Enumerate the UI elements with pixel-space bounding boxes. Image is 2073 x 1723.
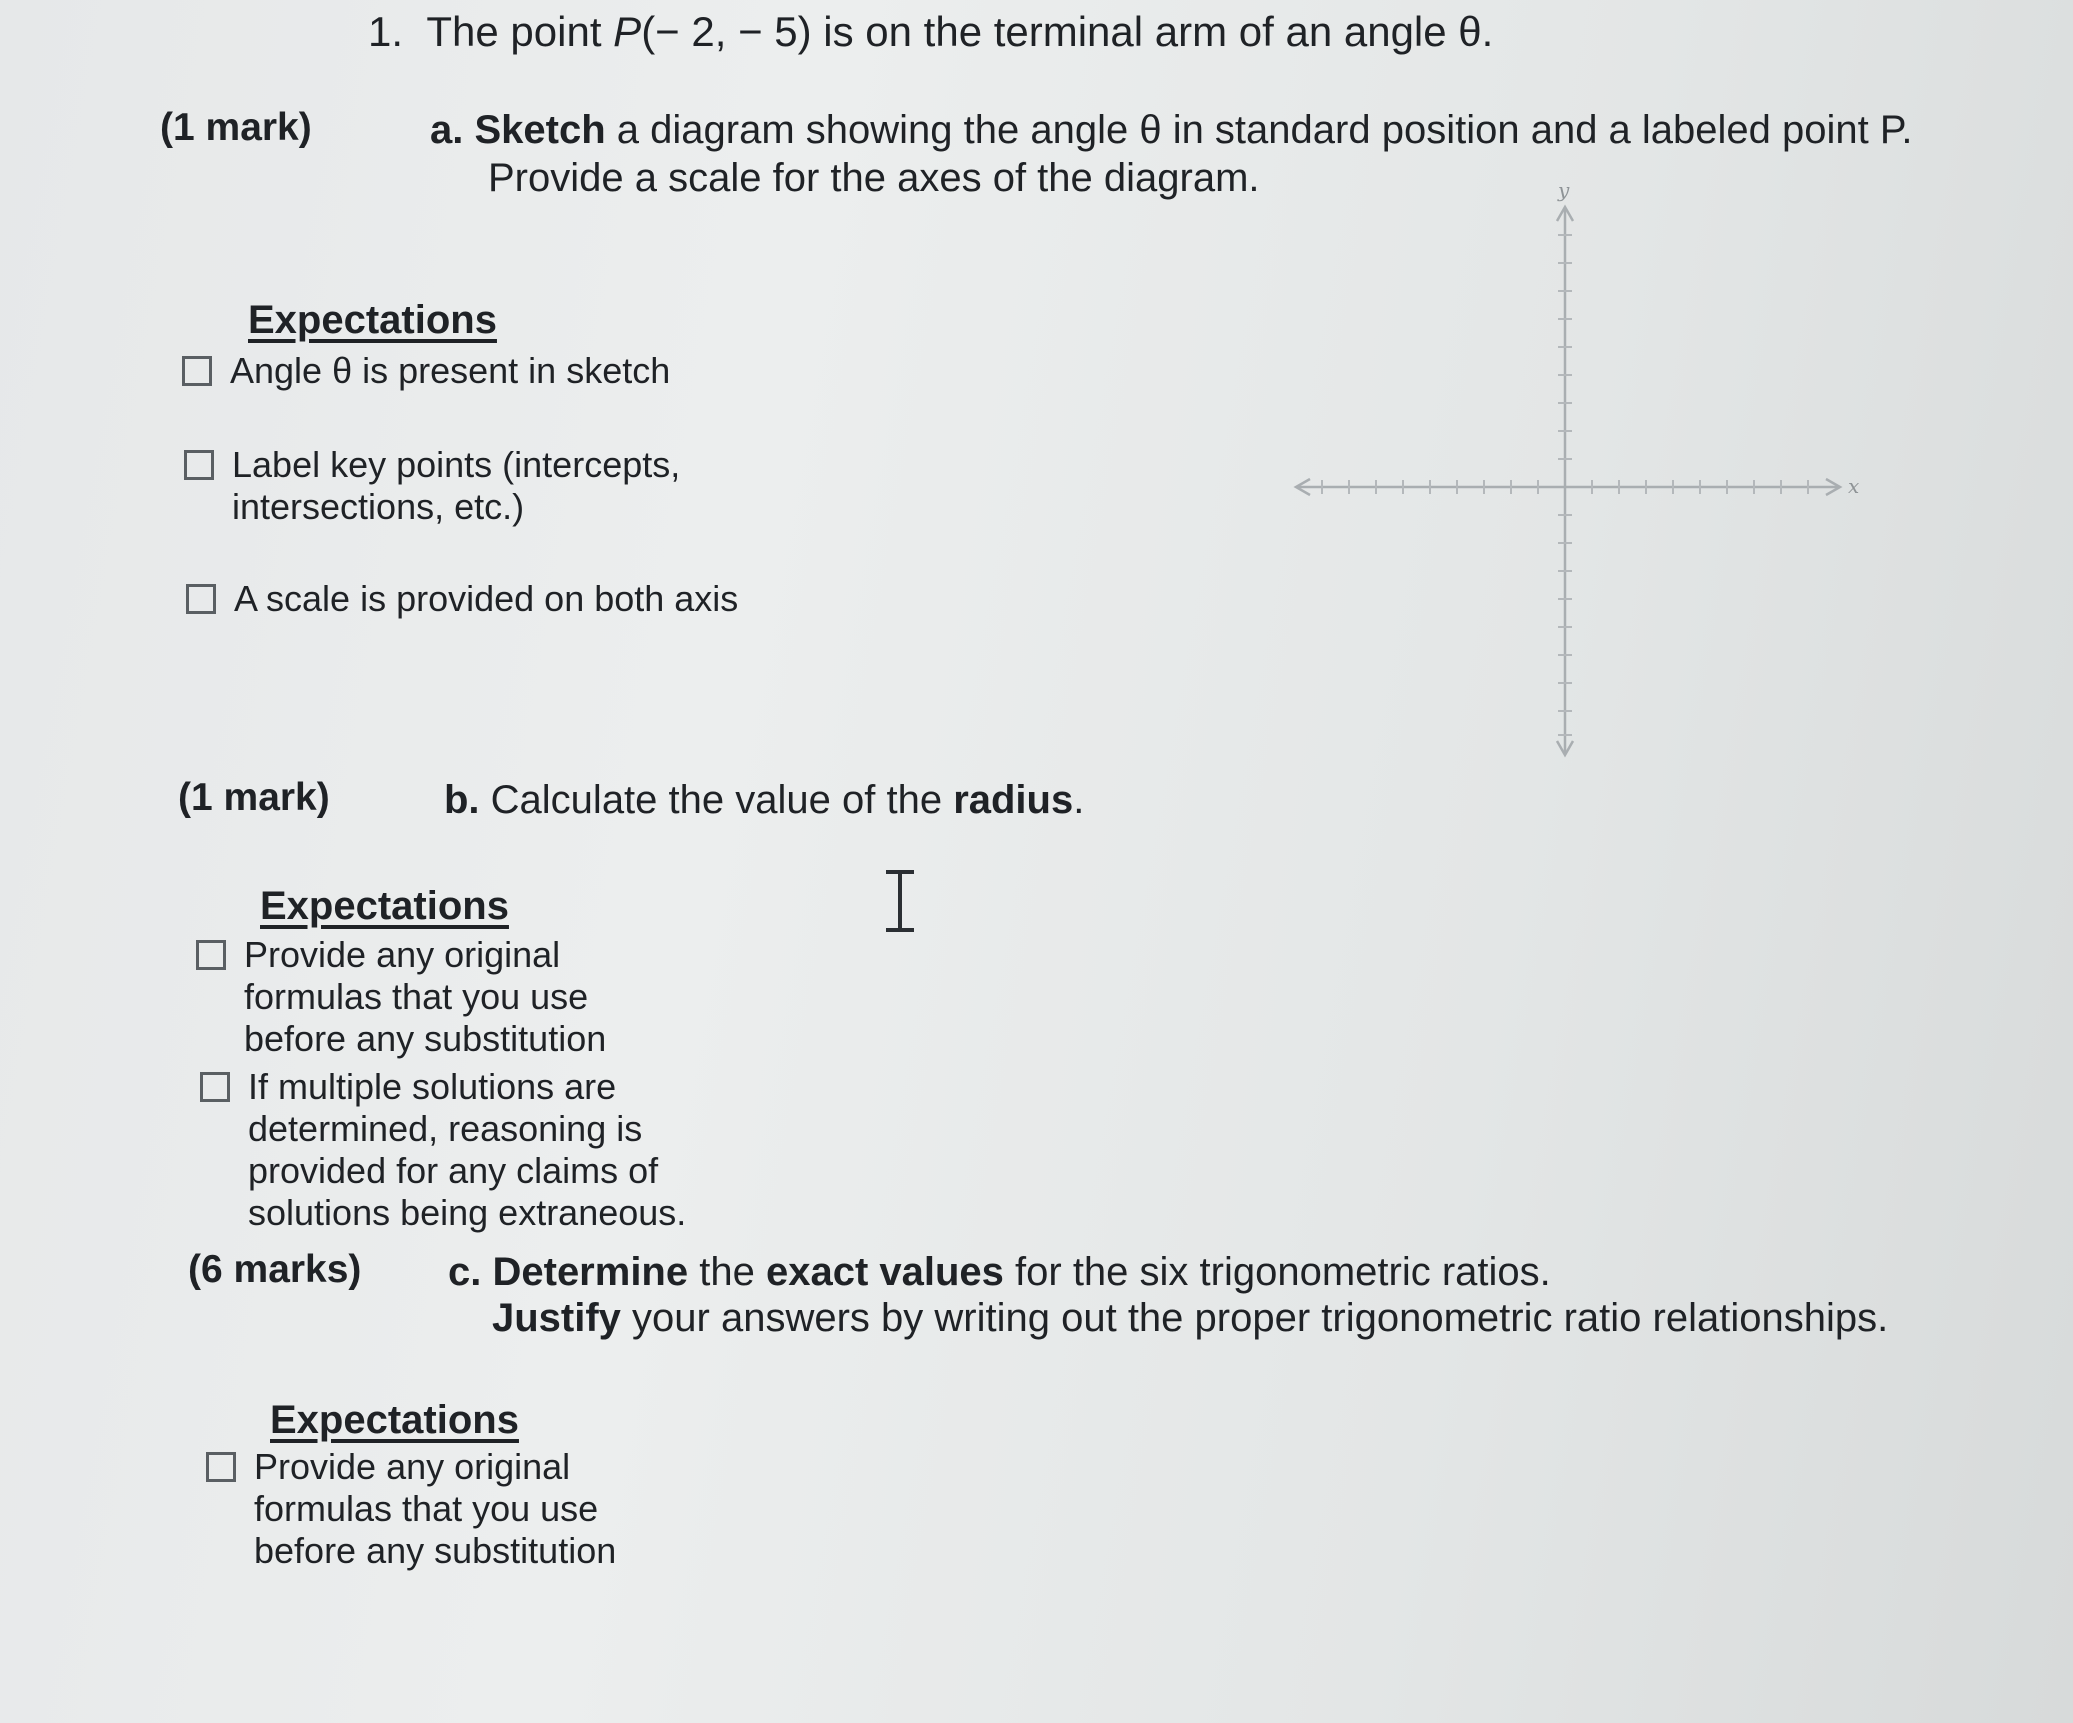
part-a-expectation-1: Angle θ is present in sketch — [182, 350, 782, 392]
part-c-expectations-title: Expectations — [270, 1398, 519, 1442]
checkbox[interactable] — [200, 1072, 230, 1102]
checkbox[interactable] — [182, 356, 212, 386]
text-cursor-icon — [880, 868, 920, 934]
part-b-mark: (1 mark) — [178, 776, 330, 819]
part-a-expectation-3: A scale is provided on both axis — [186, 578, 826, 620]
part-a-mark: (1 mark) — [160, 106, 312, 149]
checkbox[interactable] — [196, 940, 226, 970]
question-number: 1. — [368, 8, 404, 55]
part-a-expectation-2: Label key points (intercepts, intersections, etc.) — [184, 444, 704, 528]
part-b-prompt: b. Calculate the value of the radius. — [444, 778, 1085, 822]
part-a-prompt-line2: Provide a scale for the axes of the diagram. — [488, 156, 1260, 200]
part-b-expectations-title: Expectations — [260, 884, 509, 928]
checkbox[interactable] — [184, 450, 214, 480]
part-c-prompt-line2: Justify your answers by writing out the proper trigonometric ratio relationships. — [492, 1296, 1889, 1340]
checkbox[interactable] — [206, 1452, 236, 1482]
x-axis-label: x — [1848, 474, 1860, 498]
y-axis-label: y — [1558, 178, 1570, 202]
part-c-mark: (6 marks) — [188, 1248, 362, 1291]
point-name: P — [613, 8, 642, 55]
part-a-prompt: a. Sketch a diagram showing the angle θ in standard position and a labeled point P. — [430, 108, 1913, 152]
part-b-expectation-2: If multiple solutions are determined, reasoning is provided for any claims of solutions being extraneous. — [200, 1066, 720, 1234]
checkbox[interactable] — [186, 584, 216, 614]
coordinate-plane[interactable] — [1280, 175, 1880, 765]
part-a-expectations-title: Expectations — [248, 298, 497, 342]
point-coordinates: (− 2, − 5) — [641, 8, 812, 55]
question-title: 1. The point P(− 2, − 5) is on the terminal arm of an angle θ. — [368, 8, 1494, 55]
part-b-expectation-1: Provide any original formulas that you use before any substitution — [196, 934, 636, 1060]
part-c-expectation-1: Provide any original formulas that you use before any substitution — [206, 1446, 646, 1572]
part-c-prompt: c. Determine the exact values for the six trigonometric ratios. — [448, 1250, 1551, 1294]
